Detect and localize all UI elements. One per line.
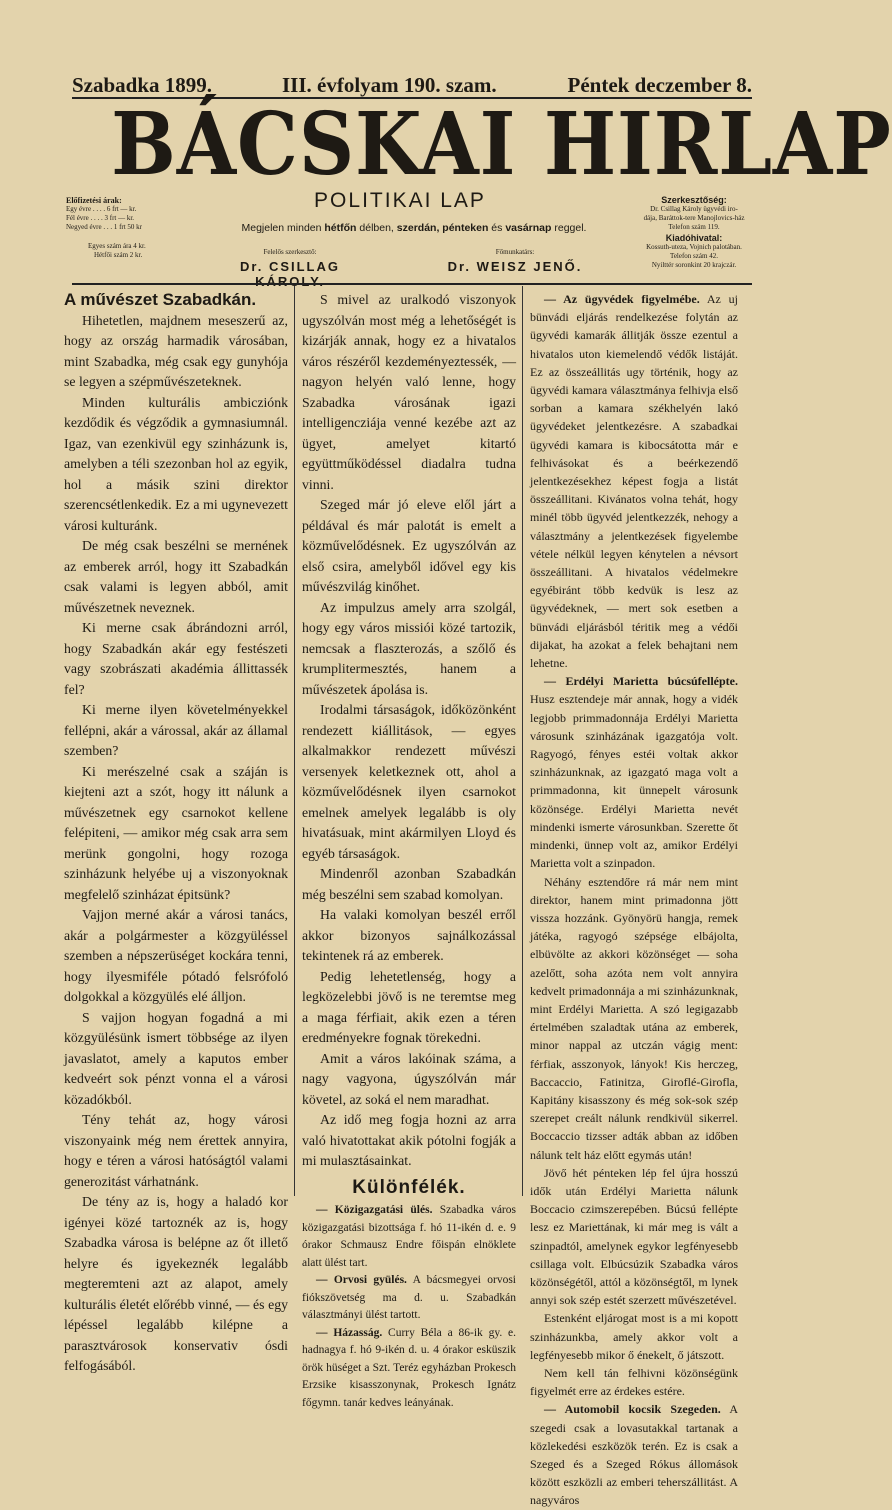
subscription-row: Egy évre . . . . 6 frt — kr.	[66, 205, 137, 213]
article-paragraph: Ki merne ilyen követelményekkel fellépni, akár a várossal, akár az államal szemben?	[64, 702, 288, 758]
header-bottom-rule	[72, 283, 752, 285]
place-year: Szabadka 1899.	[72, 73, 213, 97]
article-paragraph: Ki merne csak ábrándozni arról, hogy Szabadkán akár egy festészeti vagy szobrászati akadémia állittassék fel?	[64, 620, 288, 697]
news-item: — Az ügyvédek figyelmébe. Az uj bünvádi eljárás rendelkezése folytán az ügyvédi kamarák állitják össze ezentul a hivatalos uton kiemelendő védők listáját. Ez az összeállitás ugy történik, hogy az ügyvédi kamara választmánya felhivja első sorban a kamara székhelyén lakó ügyvédeket jelentkezésre. A szabadkai ügyvédi kamara is kibocsátotta már e felhivásokat és a beérkezendő jelentkezésekhez képest fogja a listát összeállitani. Kivánatos volna tehát, hogy minél több ügyvéd jelentkezzék, nehogy a választmány a jelentkezések figyelembe vétele nélkül legyen kénytelen a névsort összeállitani. A hivatalos védelmekre egyébiránt több kedvük is lesz az ügyvédeknek, — mert sok esetben a bünvádi eljárásból téritik meg a védői dijakat, ha azokat a felek behajtani nem lehetne.	[530, 292, 738, 671]
article-paragraph: Az idő meg fogja hozni az arra való hivatottakat akik pótolni fogják a mi mulasztásainkat.	[302, 1112, 516, 1168]
volume-number: III. évfolyam 190. szam.	[282, 73, 497, 97]
news-item: — Házasság. Curry Béla a 86-ik gy. e. hadnagya f. hó 9-ikén d. u. 4 órakor esküszik örök hüséget a Szt. Teréz egyházban Prokesch Erzsike kisasszonynak, Prokesch Ignátz főgymn. tanár kedves leányának.	[302, 1326, 517, 1409]
article-paragraph: S vajjon hogyan fogadná a mi közgyülésünk ismert többsége az ilyen javaslatot, amely a kaputos ember kedveért sok pénzt vonna el a városi közadókból.	[64, 1009, 288, 1107]
news-item: Jövő hét pénteken lép fel újra hosszú idők után Erdélyi Marietta nálunk Boccacio czimszerepében. Búcsú fellépte lesz ez Mariettának, ki már meg is vált a szinpadtól, amelynek egykor legfényesebb csillaga volt. Elbúcsúzik Szabadka város közönségétől, attól a közönségtől, m lynek annyi sok szép estét szerzett művészetével.	[530, 1165, 738, 1308]
news-item-title: — Orvosi gyülés.	[316, 1274, 407, 1286]
column-2	[302, 290, 516, 1412]
column-3	[530, 290, 738, 1510]
issue-date: Péntek deczember 8.	[567, 73, 752, 97]
subscription-heading: Előfizetési árak:	[66, 196, 122, 205]
article-headline: A művészet Szabadkán.	[64, 290, 257, 309]
article-paragraph: Szeged már jó eleve elől járt a példával és már palotát is emelt a közművelődésnek. Ez ugyszólván az első csira, amelyből idővel egy kis művészvilág kinőhet.	[302, 497, 516, 594]
news-item: — Orvosi gyülés. A bácsmegyei orvosi fiókszövetség ma d. u. Szabadkán választmányi ülést tartott.	[302, 1274, 516, 1321]
news-item-title: — Az ügyvédek figyelmébe.	[544, 292, 700, 306]
contributing-editor: Főmunkatárs: Dr. WEISZ JENŐ.	[447, 248, 583, 274]
subscription-row: Negyed évre . . . 1 frt 50 kr	[66, 223, 143, 231]
admin-office-heading: Kiadóhivatal:	[665, 233, 723, 243]
column-divider	[294, 286, 295, 1196]
article-paragraph: Vajjon merné akár a városi tanács, akár a polgármester a közgyüléssel szemben a népszerüséget kockára tenni, hogy ilyesmiféle pótadó felsrófoló dolgokkal a közgyülés elé álljon.	[64, 907, 288, 1004]
news-item: Nem kell tán felhivni közönségünk figyelmét erre az érdekes estére.	[530, 1365, 738, 1399]
editorial-office-heading: Szerkesztőség:	[661, 195, 727, 205]
article-paragraph: Amit a város lakóinak száma, a nagy vagyona, úgyszólván már követel, az soká el nem maradhat.	[302, 1050, 516, 1107]
news-item-title: — Erdélyi Marietta búcsúfellépte.	[544, 674, 738, 689]
subscription-box	[66, 196, 196, 260]
article-paragraph: Hihetetlen, majdnem meseszerű az, hogy az ország harmadik városában, mint Szabadka, még csak egy gunyhója se legyen a szépművészeteknek.	[64, 312, 288, 389]
article-paragraph: De tény az is, hogy a haladó kor igényei közé tartoznék az is, hogy Szabadka városa is belépne az őt illető helyre és igyekeznék legalább megteremteni azt az alapot, amely kulturális életét előrébb vinné, — és egy lépéssel legalább kilépne a parasztvárosok konservativ ósdi felfogásából.	[64, 1194, 288, 1373]
article-paragraph: De még csak beszélni se mernének az emberek arról, hogy itt Szabadkán csak valami is legyen abból, amit művészetnek neveznek.	[64, 538, 288, 615]
article-paragraph: Ha valaki komolyan beszél erről akkor bizonyos sajnálkozással tekintenek rá az emberek.	[302, 907, 516, 963]
article-paragraph: Ki merészelné csak a száján is kiejteni azt a szót, hogy itt nálunk a művészetnek egy csarnokot kellene felépiteni, — amikor még csak arra sem merünk gongolni, hogy rozoga szinházunk helyébe uj a viszonyoknak megfelelő szinházat épitsünk?	[64, 763, 288, 902]
column-1	[64, 290, 288, 1377]
article-paragraph: Minden kulturális ambicziónk kezdődik és végződik a gymnasiumnál. Igaz, van ezenkivül egy szinházunk is, amelyben a téli szezonban hol az egyik, hol a másik szini direktor szerencsétlenkedik. Ez a mi ugynevezett városi kulturánk.	[64, 394, 288, 533]
masthead-title: BÁCSKAI HIRLAP	[111, 94, 892, 195]
news-item: Estenként eljárogat most is a mi kopott szinházunkba, amely akkor volt a legfényesebb mikor ő énekelt, ő játszott.	[530, 1311, 738, 1362]
masthead-subtitle: POLITIKAI LAP	[314, 189, 486, 212]
article-paragraph: Az impulzus amely arra szolgál, hogy egy város missiói közé tartozik, nemcsak a flaszterozás, a szőlő és krumplitermesztés, hanem a művészetek ápolása is.	[302, 599, 516, 697]
chief-editor: Felelős szerkesztő: Dr. CSILLAG KÁROLY.	[239, 248, 340, 289]
news-item: — Automobil kocsik Szegeden. A szegedi csak a lovasutakkal tartanak a közlekedési eszközök terén. Ez is csak a Szeged és a Szeged Rókus állomások között eszközli az emberi teherszállitást. A nagyváros	[530, 1402, 738, 1508]
article-paragraph: Mindenről azonban Szabadkán még beszélni sem szabad komolyan.	[302, 866, 516, 902]
monday-issue-price: Hétfői szám 2 kr.	[94, 251, 143, 259]
editorial-office-box: Szerkesztőség: Dr. Csillag Károly ügyvédi iro- dája, Baráttok-tere Manojlovics-ház Telefon szám 119. Kiadóhivatal: Kossuth-uteza, Vojnich palotában. Telefon szám 42. Nyilttér soronkint 20 krajczár.	[634, 196, 754, 270]
single-issue-price: Egyes szám ára 4 kr.	[88, 242, 146, 250]
news-item: — Közigazgatási ülés. Szabadka város közigazgatási bizottsága f. hó 11-ikén d. e. 9 órakor Schmausz Endre főispán elnöklete alatt ülést tart.	[302, 1204, 516, 1269]
section-title: Különfélék.	[352, 1176, 466, 1198]
article-paragraph: Tény tehát az, hogy városi viszonyaink még nem érettek annyira, hogy e téren a városi hatóságtól valami generozitást várhatnánk.	[64, 1112, 288, 1189]
news-item: Néhány esztendőre rá már nem mint direktor, hanem mint primadonna jött vissza hozzánk. Gyönyörü hangja, remek játéka, ragyogó szépsége elbájolta, elbüvölte az akkori közönséget — soha azelőtt, soha azóta nem volt annyira kedvelt primadonnája a mi szinházunknak, mint Erdélyi Marietta. A szó legigazabb értelmében szaladtak utána az emberek, minor nappal az utczán vágig ment: férfiak, asszonyok, lányok! Kis herczeg, Baccaccio, Fatinitza, Giroflé-Girofla, Kapitány kisasszony és még sok-sok szép szerepet creált nálunk rendkivül sikerrel. Boccaccio tizsser adták abban az időben nálunk telt ház előtt egymás után!	[530, 874, 738, 1162]
subscription-row: Fél évre . . . . 3 frt — kr.	[66, 214, 135, 222]
news-item: — Erdélyi Marietta búcsúfellépte. Husz esztendeje már annak, hogy a vidék legjobb primmadonnája Erdélyi Marietta városunk szinházának igazgatója volt. Ragyogó, fényes estéi voltak akkor szinházunknak, az igazgató maga volt a primmadonna, kit ünnepelt városunk közönsége. Erdélyi Marietta nevét mindenki ismerte városunkban. Szerette őt mindenki, ünnep volt az, amikor Erdélyi Marietta volt a szinpadon.	[530, 674, 738, 871]
article-paragraph: Irodalmi társaságok, időközönként rendezett kiállitások, — egyes alkalmakkor rendezett művészi versenyek keletkeznek ott, ahol a közművelődésnek ilyen csarnokot emelnek amelyek legalább is oly hivatásuak, mint akármilyen Lloyd és egyéb társaságok.	[302, 702, 516, 861]
news-item-title: — Közigazgatási ülés.	[316, 1204, 433, 1216]
news-item-title: — Automobil kocsik Szegeden.	[544, 1402, 721, 1417]
news-item-title: — Házasság.	[316, 1326, 383, 1339]
article-paragraph: S mivel az uralkodó viszonyok ugyszólván most még a lehetőségét is kizárják annak, hogy ez a hivatalos város részéről kezdeményeztessék, — nagyon helyén való lenne, hogy Szabadka városának igazi intelligencziája venné kezébe azt az ügyet, amelyet kitartó együttműködéssel diadalra tudna vinni.	[302, 292, 516, 492]
publication-schedule: Megjelen minden hétfőn délben, szerdán, pénteken és vasárnap reggel.	[241, 222, 587, 234]
article-paragraph: Pedig lehetetlenség, hogy a legközelebbi jövő is ne teremtse meg a maga férfiait, akik ezen a téren eredményekre fognak törekedni.	[302, 968, 516, 1045]
column-divider	[522, 286, 523, 1196]
